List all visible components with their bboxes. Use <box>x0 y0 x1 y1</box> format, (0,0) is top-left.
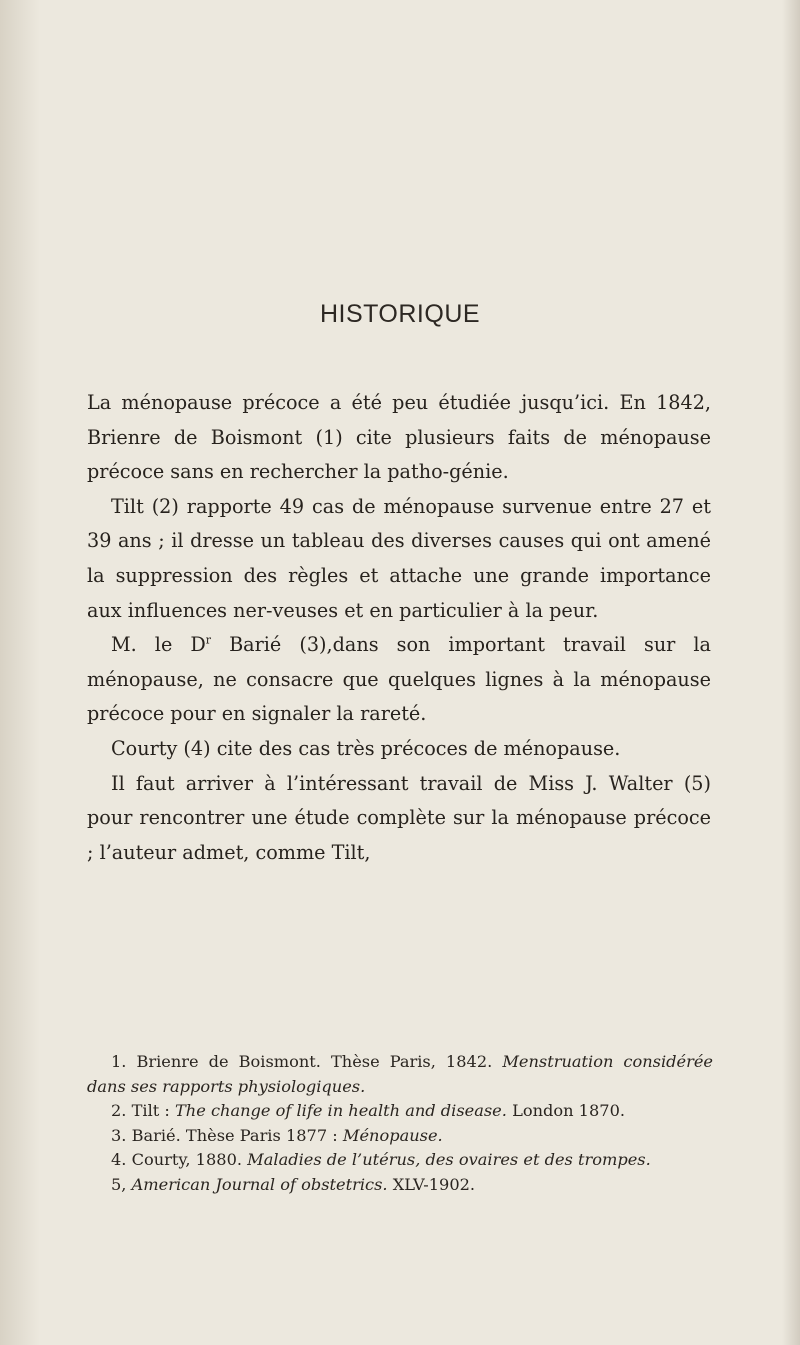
doctor-abbrev-superscript: r <box>205 633 212 647</box>
paragraph-5: Il faut arriver à l’intéressant travail de Miss J. Walter (5) pour rencontrer une étude complète sur la ménopause précoce ; l’auteur admet, comme Tilt, <box>87 771 711 864</box>
footnote-1-title: Menstruation considérée dans ses rapports physiologiques. <box>87 1052 713 1096</box>
paragraph-3-start: M. le D <box>111 633 206 657</box>
body-text <box>87 386 711 870</box>
paragraph-3-rest: Barié (3),dans son important travail sur la ménopause, ne consacre que quelques lignes à la ménopause précoce pour en signaler la rareté. <box>87 633 711 726</box>
footnote-1 <box>87 1050 713 1099</box>
footnote-4 <box>87 1148 713 1173</box>
paragraph-1 <box>87 386 711 490</box>
footnote-1-text: 1. Brienre de Boismont. Thèse Paris, 1842. <box>111 1052 503 1071</box>
footnote-2 <box>87 1099 713 1124</box>
paragraph-3 <box>87 628 711 732</box>
footnote-4-title: Maladies de l’utérus, des ovaires et des trompes. <box>247 1150 651 1169</box>
paragraph-1-rest: En 1842, Brienre de Boismont (1) cite plusieurs faits de ménopause précoce sans en rechercher la patho-génie. <box>87 391 711 484</box>
footnote-5-tail: XLV-1902. <box>387 1174 476 1194</box>
footnote-5-text: 5, <box>111 1174 132 1194</box>
page-title: HISTORIQUE <box>319 300 481 328</box>
footnote-4-text: 4. Courty, 1880. <box>111 1150 248 1169</box>
footnote-2-text: 2. Tilt : <box>111 1101 175 1120</box>
footnote-5 <box>87 1173 713 1198</box>
footnote-5-title: American Journal of obstetrics. <box>131 1174 388 1194</box>
footnote-3-text: 3. Barié. Thèse Paris 1877 : <box>111 1125 343 1145</box>
paragraph-1-line-1: La ménopause précoce a été peu étudiée jusqu’ici. <box>87 391 610 414</box>
paragraph-2: Tilt (2) rapporte 49 cas de ménopause survenue entre 27 et 39 ans ; il dresse un tableau des diverses causes qui ont amené la suppression des règles et attache une grande importance aux influences ner-veuses et en particulier à la peur. <box>87 494 711 622</box>
footnote-3-title: Ménopause. <box>342 1125 443 1145</box>
footnote-2-tail: London 1870. <box>506 1101 626 1120</box>
paragraph-4: Courty (4) cite des cas très précoces de ménopause. <box>111 736 621 760</box>
footnote-2-title: The change of life in health and disease. <box>175 1101 507 1120</box>
footnotes <box>87 1050 713 1197</box>
footnote-3 <box>87 1124 713 1149</box>
